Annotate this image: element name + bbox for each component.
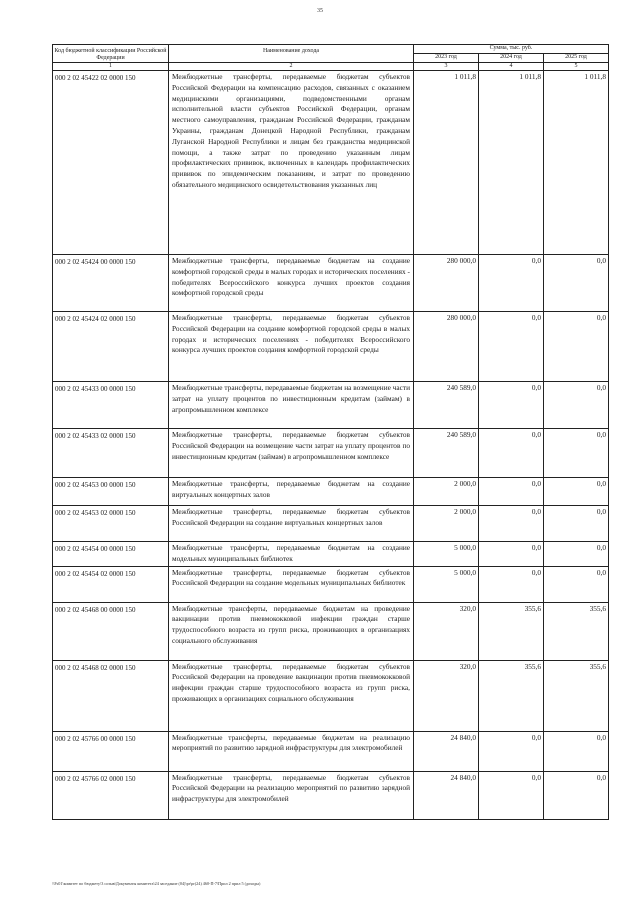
value-2023: 280 000,0 (414, 312, 479, 382)
header-name: Наименование дохода (169, 45, 414, 63)
table-row (53, 71, 609, 255)
value-2023: 5 000,0 (414, 566, 479, 602)
value-2025: 0,0 (544, 478, 609, 506)
revenue-name: Межбюджетные трансферты, передаваемые бюджетам субъектов Российской Федерации на проведение вакцинации против пневмококковой инфекции граждан старше трудоспособного возраста из групп риска, проживающих в организациях социального обслуживания (169, 660, 414, 731)
table-row (53, 429, 609, 478)
value-2025: 0,0 (544, 255, 609, 312)
table-row (53, 566, 609, 602)
page-number: 35 (317, 8, 323, 14)
revenue-name: Межбюджетные трансферты, передаваемые бюджетам на проведение вакцинации против пневмококковой инфекции граждан старше трудоспособного возраста из групп риска, проживающих в организациях социального обслуживания (169, 602, 414, 660)
revenue-name: Межбюджетные трансферты, передаваемые бюджетам субъектов Российской Федерации на возмещение части затрат на уплату процентов по инвестиционным кредитам (займам) в агропромышленном комплексе (169, 429, 414, 478)
value-2023: 320,0 (414, 602, 479, 660)
col-num-2: 2 (169, 63, 414, 71)
kbk-code: 000 2 02 45422 02 0000 150 (53, 71, 169, 255)
value-2024: 0,0 (479, 429, 544, 478)
kbk-code: 000 2 02 45453 02 0000 150 (53, 506, 169, 542)
value-2024: 355,6 (479, 602, 544, 660)
value-2023: 1 011,8 (414, 71, 479, 255)
revenue-name: Межбюджетные трансферты, передаваемые бюджетам субъектов Российской Федерации на создание виртуальных концертных залов (169, 506, 414, 542)
value-2025: 0,0 (544, 542, 609, 567)
value-2024: 1 011,8 (479, 71, 544, 255)
value-2024: 0,0 (479, 566, 544, 602)
header-year-2025: 2025 год (544, 54, 609, 63)
revenue-name: Межбюджетные трансферты, передаваемые бюджетам субъектов Российской Федерации на создание комфортной городской среды в малых городах и исторических поселениях - победителях Всероссийского конкурса лучших проектов создания комфортной городской среды (169, 312, 414, 382)
value-2024: 0,0 (479, 312, 544, 382)
file-path-footer: \\Fs01\комитет по бюджету\3 созыв\Документы комитета\24 заседание (04)\pr\pr(24) 460-П-7\Прил 2 прил 5 (доходы) (52, 881, 261, 886)
kbk-code: 000 2 02 45454 00 0000 150 (53, 542, 169, 567)
value-2023: 24 840,0 (414, 731, 479, 771)
value-2025: 0,0 (544, 312, 609, 382)
revenue-name: Межбюджетные трансферты, передаваемые бюджетам на создание виртуальных концертных залов (169, 478, 414, 506)
value-2024: 0,0 (479, 478, 544, 506)
table-row (53, 382, 609, 429)
value-2025: 0,0 (544, 731, 609, 771)
revenue-name: Межбюджетные трансферты, передаваемые бюджетам субъектов Российской Федерации на реализацию мероприятий по развитию зарядной инфраструктуры для электромобилей (169, 771, 414, 819)
value-2024: 0,0 (479, 542, 544, 567)
kbk-code: 000 2 02 45468 02 0000 150 (53, 660, 169, 731)
value-2025: 0,0 (544, 382, 609, 429)
value-2023: 240 589,0 (414, 429, 479, 478)
value-2023: 5 000,0 (414, 542, 479, 567)
value-2025: 355,6 (544, 660, 609, 731)
value-2023: 320,0 (414, 660, 479, 731)
revenue-name: Межбюджетные трансферты, передаваемые бюджетам на реализацию мероприятий по развитию зарядной инфраструктуры для электромобилей (169, 731, 414, 771)
kbk-code: 000 2 02 45433 00 0000 150 (53, 382, 169, 429)
value-2025: 0,0 (544, 771, 609, 819)
value-2024: 0,0 (479, 506, 544, 542)
value-2025: 0,0 (544, 506, 609, 542)
revenue-name: Межбюджетные трансферты, передаваемые бюджетам на создание комфортной городской среды в малых городах и исторических поселениях - победителях Всероссийского конкурса лучших проектов создания комфортной городской среды (169, 255, 414, 312)
col-num-3: 3 (414, 63, 479, 71)
value-2023: 24 840,0 (414, 771, 479, 819)
value-2024: 355,6 (479, 660, 544, 731)
value-2024: 0,0 (479, 731, 544, 771)
col-num-4: 4 (479, 63, 544, 71)
table-row (53, 255, 609, 312)
value-2025: 355,6 (544, 602, 609, 660)
value-2023: 2 000,0 (414, 478, 479, 506)
kbk-code: 000 2 02 45766 02 0000 150 (53, 771, 169, 819)
kbk-code: 000 2 02 45454 02 0000 150 (53, 566, 169, 602)
kbk-code: 000 2 02 45453 00 0000 150 (53, 478, 169, 506)
value-2025: 1 011,8 (544, 71, 609, 255)
revenue-name: Межбюджетные трансферты, передаваемые бюджетам на создание модельных муниципальных библиотек (169, 542, 414, 567)
value-2023: 240 589,0 (414, 382, 479, 429)
table-row (53, 542, 609, 567)
table-row (53, 506, 609, 542)
header-sum: Сумма, тыс. руб. (414, 45, 609, 54)
col-num-5: 5 (544, 63, 609, 71)
revenue-name: Межбюджетные трансферты, передаваемые бюджетам на возмещение части затрат на уплату процентов по инвестиционным кредитам (займам) в агропромышленном комплексе (169, 382, 414, 429)
value-2025: 0,0 (544, 566, 609, 602)
value-2024: 0,0 (479, 255, 544, 312)
table-row (53, 660, 609, 731)
kbk-code: 000 2 02 45424 00 0000 150 (53, 255, 169, 312)
header-code: Код бюджетной классификации Российской Федерации (53, 45, 169, 63)
revenue-table (52, 44, 609, 820)
value-2024: 0,0 (479, 771, 544, 819)
col-num-1: 1 (53, 63, 169, 71)
value-2025: 0,0 (544, 429, 609, 478)
table-row (53, 312, 609, 382)
value-2023: 2 000,0 (414, 506, 479, 542)
table-row (53, 478, 609, 506)
table-row (53, 602, 609, 660)
table-row (53, 771, 609, 819)
kbk-code: 000 2 02 45433 02 0000 150 (53, 429, 169, 478)
table-row (53, 731, 609, 771)
revenue-name: Межбюджетные трансферты, передаваемые бюджетам субъектов Российской Федерации на создание модельных муниципальных библиотек (169, 566, 414, 602)
value-2024: 0,0 (479, 382, 544, 429)
kbk-code: 000 2 02 45424 02 0000 150 (53, 312, 169, 382)
header-year-2023: 2023 год (414, 54, 479, 63)
header-year-2024: 2024 год (479, 54, 544, 63)
revenue-name: Межбюджетные трансферты, передаваемые бюджетам субъектов Российской Федерации на компенсацию расходов, связанных с оказанием медицинскими организациями, подведомственными органам исполнительной власти субъектов Российской Федерации, органам местного самоуправления, гражданам Российской Федерации, гражданам Украины, гражданам Донецкой Народной Республики, гражданам Луганской Народной Республики и лицам без гражданства медицинской помощи, а также затрат по проведению указанным лицам профилактических прививок, включенных в календарь профилактических прививок по эпидемическим показаниям, и затрат по проведению обязательного медицинского освидетельствования указанных лиц (169, 71, 414, 255)
value-2023: 280 000,0 (414, 255, 479, 312)
kbk-code: 000 2 02 45766 00 0000 150 (53, 731, 169, 771)
kbk-code: 000 2 02 45468 00 0000 150 (53, 602, 169, 660)
